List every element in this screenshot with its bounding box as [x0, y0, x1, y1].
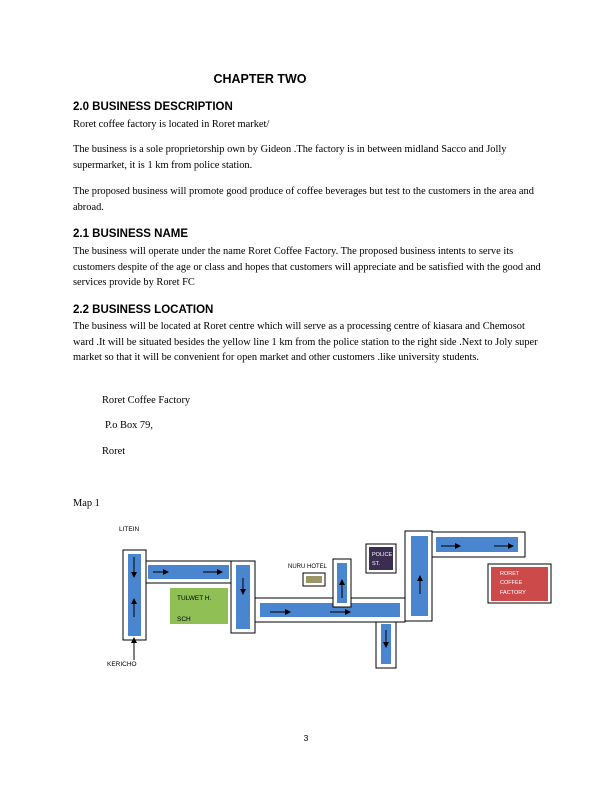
police-label-line1: POLICE [372, 552, 393, 558]
road-segment [255, 598, 405, 622]
address-line: Roret Coffee Factory [102, 395, 191, 406]
tulwet-school-building [170, 588, 228, 624]
tulwet-label-line1: TULWET H. [177, 595, 212, 602]
section-heading-location: 2.2 BUSINESS LOCATION [73, 304, 214, 316]
chapter-title: CHAPTER TWO [213, 72, 307, 86]
road-segment [432, 532, 525, 557]
road-segment [405, 531, 432, 621]
section-heading-description: 2.0 BUSINESS DESCRIPTION [73, 101, 233, 113]
nuru-hotel-label: NURU HOTEL [288, 564, 328, 570]
paragraph: The business will be located at Roret centre which will serve as a processing centre of kiasara and Chemosot ward .It will be situated besides the yellow line 1 km from the police station to the right side .Next to Joly super market so that it will be convenient for open market and other customers .like university students. [73, 321, 538, 364]
police-station-building [366, 544, 396, 573]
paragraph: Roret coffee factory is located in Roret market/ [73, 119, 270, 130]
paragraph: The business is a sole proprietorship own by Gideon .The factory is in between midland Sacco and Jolly supermarket, it is 1 km from police station. [73, 144, 507, 171]
roret-label-line1: RORET [500, 571, 520, 577]
section-heading-name: 2.1 BUSINESS NAME [73, 228, 189, 240]
page-number: 3 [303, 733, 309, 743]
roret-label-line3: FACTORY [500, 590, 526, 596]
address-line: Roret [102, 446, 126, 457]
police-label-line2: ST. [372, 561, 380, 567]
tulwet-label-line2: SCH [177, 616, 191, 623]
address-line: P.o Box 79, [105, 420, 153, 431]
paragraph: The business will operate under the name Roret Coffee Factory. The proposed business intents to serve its customers despite of the age or class and hopes that customers will appreciate and be satisfied with the good and services provide by Roret FC [73, 246, 541, 289]
nuru-hotel-building [306, 576, 322, 583]
litein-label: LITEIN [119, 526, 140, 533]
road-segment [231, 561, 255, 633]
roret-label-line2: COFFEE [500, 580, 523, 586]
roret-coffee-factory-building [488, 564, 551, 603]
paragraph: The proposed business will promote good produce of coffee beverages but test to the customers in the area and abroad. [73, 186, 534, 213]
kericho-label: KERICHO [107, 661, 137, 668]
map-caption: Map 1 [73, 498, 100, 509]
